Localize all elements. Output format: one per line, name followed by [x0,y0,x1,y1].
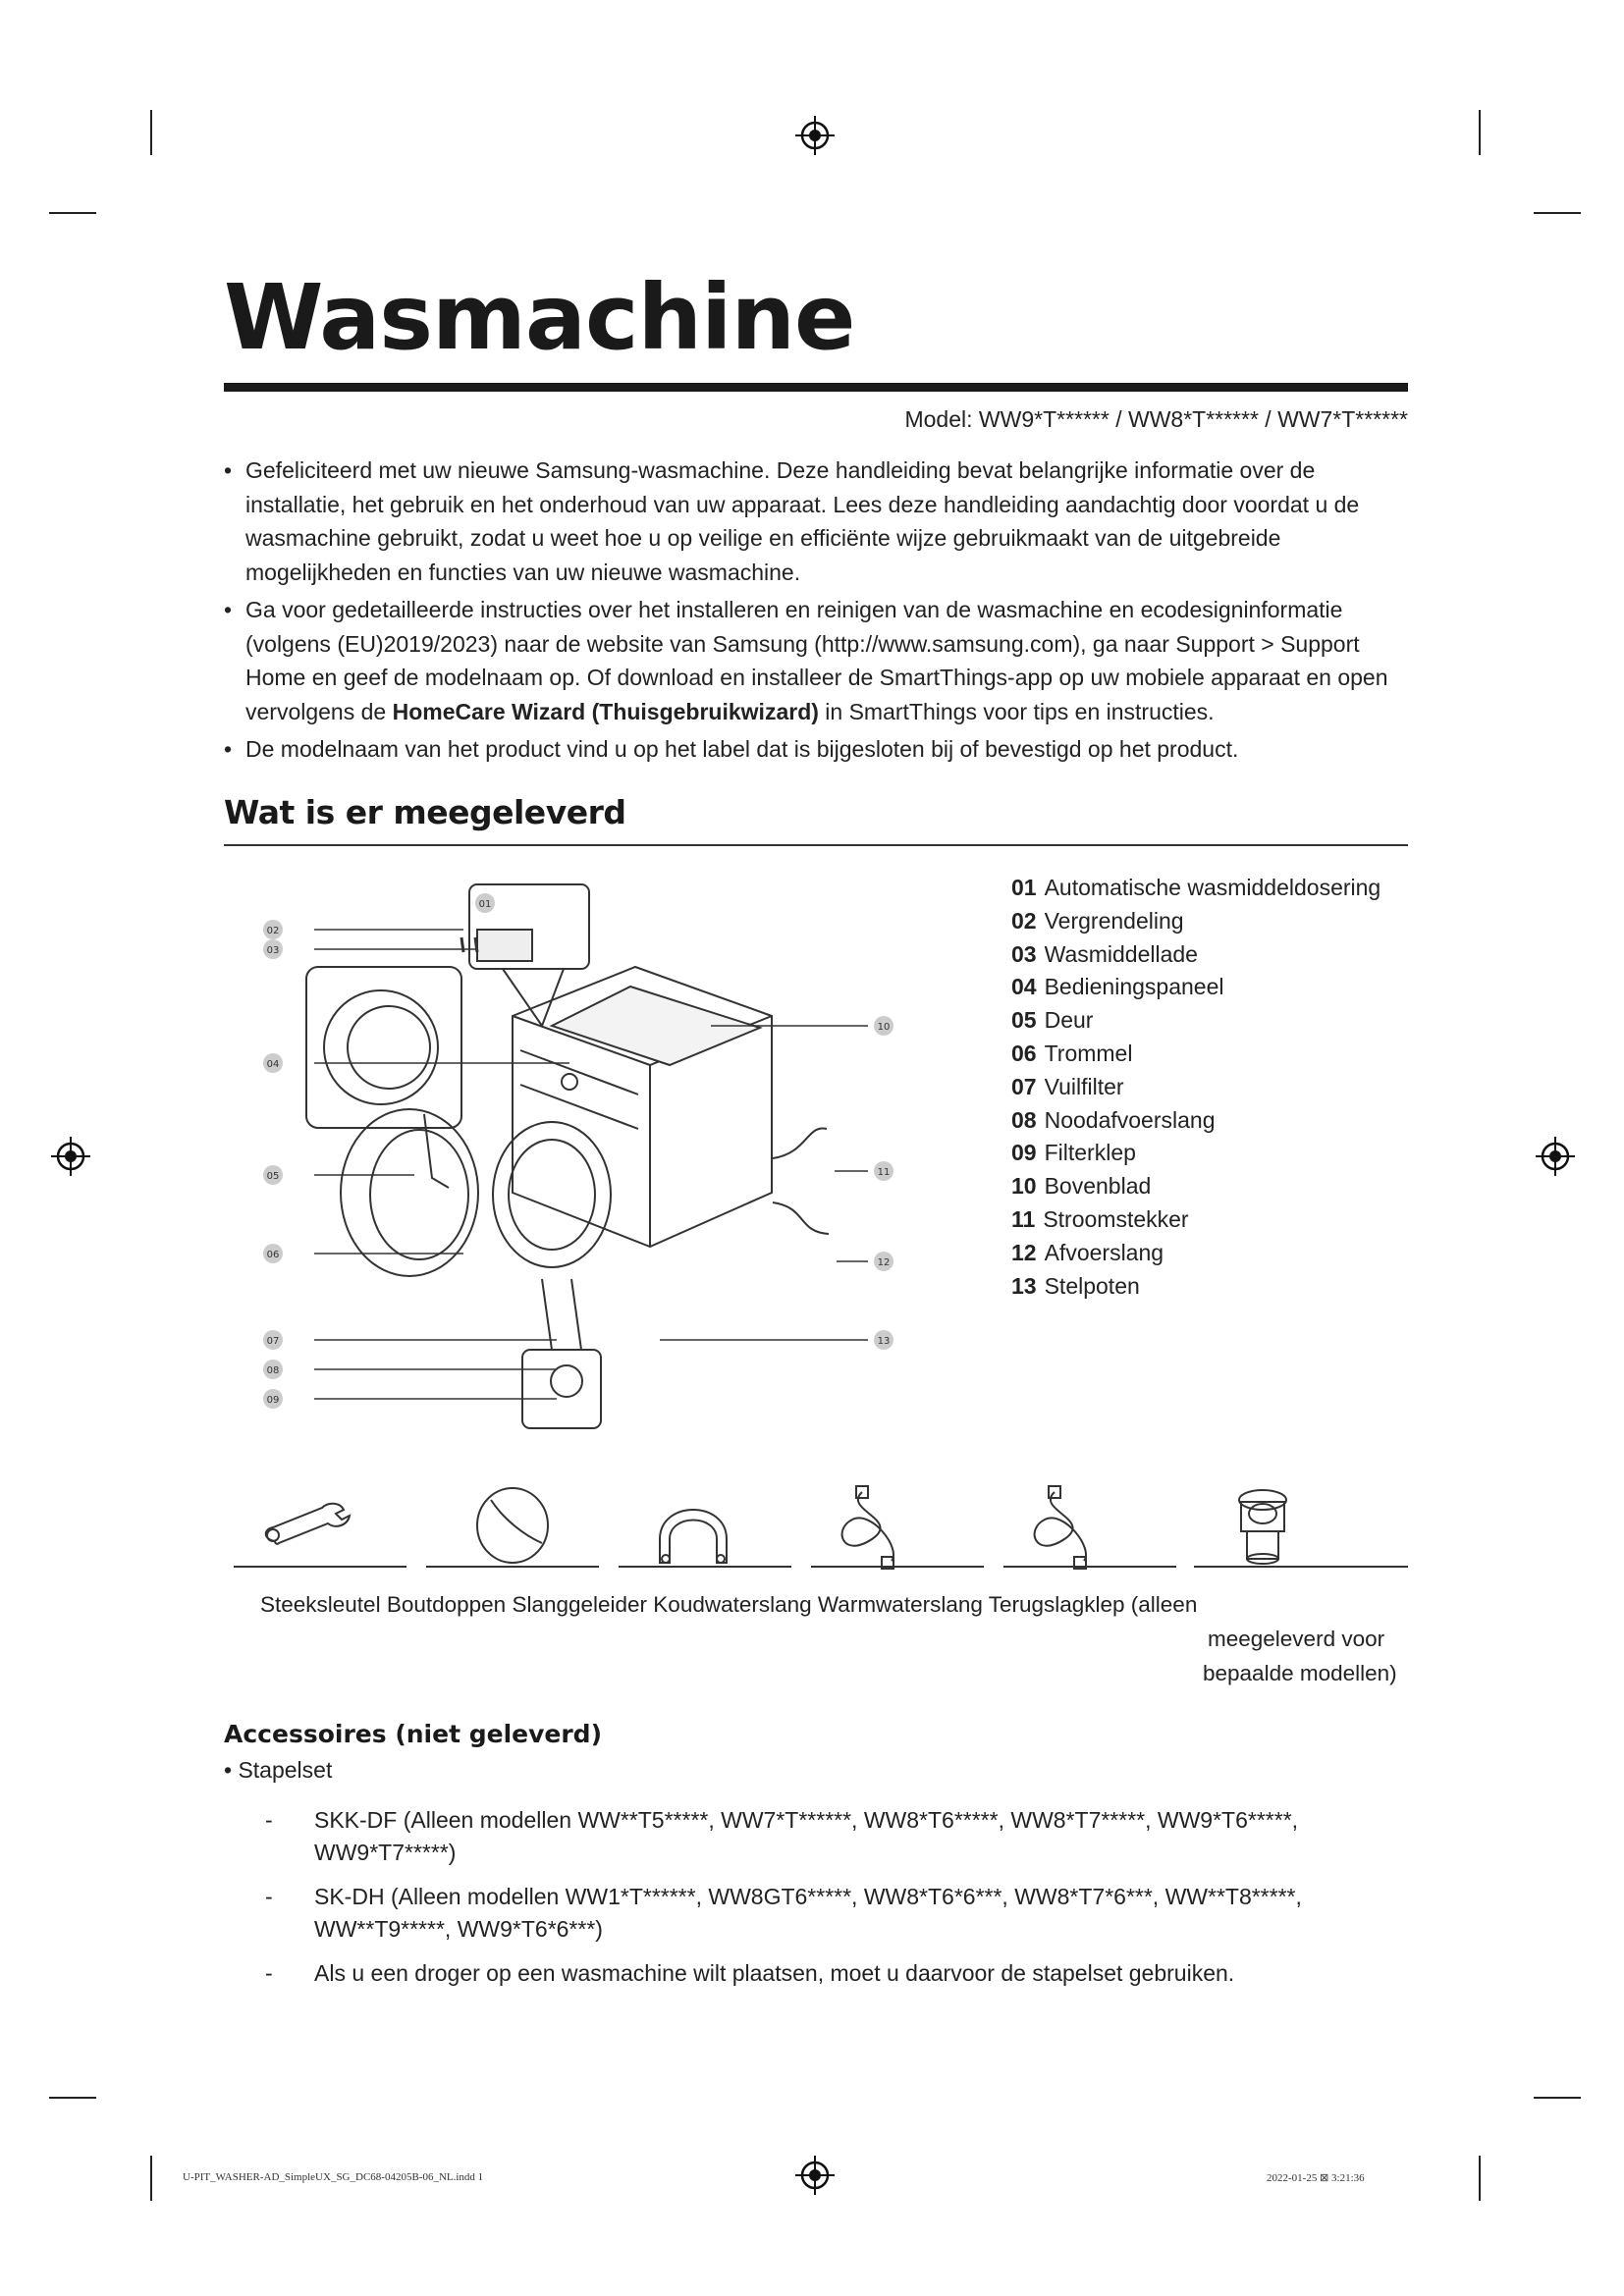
legend-item [1011,1170,1380,1203]
cold-hose-icon [842,1486,893,1569]
legend-label: Trommel [1044,1040,1133,1066]
intro-text: Gefeliciteerd met uw nieuwe Samsung-wasmachine. Deze handleiding bevat belangrijke informatie over de installatie, het gebruik en het onderhoud van uw apparaat. Lees deze handleiding aandachtig door voordat u de wasmachine gebruikt, zodat u weet hoe u op veilige en efficiënte wijze gebruikmaakt van de uitgebreide mogelijkheden en functies van uw nieuwe wasmachine. [245,457,1360,585]
svg-text:02: 02 [266,926,280,936]
legend-item [1011,1104,1380,1138]
footer-filename: U-PIT_WASHER-AD_SimpleUX_SG_DC68-04205B-06_NL.indd 1 [183,2171,484,2183]
legend-label: Wasmiddellade [1044,940,1198,967]
registration-mark-icon [1536,1137,1575,1176]
legend-item [1011,1237,1380,1270]
parts-legend [1011,872,1380,1303]
legend-number: 02 [1011,907,1037,934]
check-valve-icon [1239,1490,1286,1564]
bullet: • [224,736,233,762]
svg-text:03: 03 [266,945,280,956]
svg-text:08: 08 [266,1365,280,1376]
intro-text-part: in SmartThings voor tips en instructies. [818,698,1215,724]
title-rule [224,383,1408,392]
homecare-wizard-label: HomeCare Wizard (Thuisgebruikwizard) [392,698,819,724]
legend-item [1011,1071,1380,1104]
crop-mark [150,2156,152,2201]
bullet: • [224,457,233,483]
intro-text: De modelnaam van het product vind u op het label dat is bijgesloten bij of bevestigd op het product. [245,736,1239,762]
bullet: • [224,1757,239,1783]
spanner-icon [266,1504,350,1544]
legend-label: Deur [1044,1007,1094,1034]
svg-text:09: 09 [266,1395,280,1406]
intro-list [224,454,1402,771]
crop-mark [1534,212,1581,214]
section-rule [224,844,1408,846]
crop-mark [49,212,96,214]
intro-text [245,593,1402,728]
svg-text:11: 11 [877,1167,891,1178]
accessories-heading: Accessoires (niet geleverd) [224,1720,602,1748]
crop-mark [1479,2156,1481,2201]
svg-text:05: 05 [266,1171,280,1182]
legend-number: 09 [1011,1140,1037,1166]
legend-label: Bedieningspaneel [1044,974,1224,1000]
model-line: Model: WW9*T****** / WW8*T****** / WW7*T****** [904,406,1408,432]
list-item [265,1957,1355,1990]
legend-number: 04 [1011,974,1037,1000]
legend-item [1011,971,1380,1004]
hose-guide-icon [660,1510,727,1563]
bolt-cap-icon [477,1488,548,1563]
list-item [224,593,1402,728]
crop-mark [1534,2097,1581,2099]
legend-item [1011,1137,1380,1170]
legend-label: Noodafvoerslang [1044,1106,1216,1133]
legend-number: 05 [1011,1007,1037,1034]
warm-hose-icon [1035,1486,1086,1569]
dash: - [265,1960,273,1986]
list-item-text: Als u een droger op een wasmachine wilt plaatsen, moet u daarvoor de stapelset gebruiken. [314,1960,1235,1986]
svg-text:04: 04 [266,1059,280,1070]
legend-label: Vergrendeling [1044,907,1184,934]
accessories-caption-line3: bepaalde modellen) [1203,1661,1397,1685]
legend-item [1011,1038,1380,1071]
accessories-caption-line2: meegeleverd voor [1208,1627,1385,1651]
legend-item [1011,1004,1380,1038]
registration-mark-icon [795,116,835,155]
registration-mark-icon [51,1137,90,1176]
legend-number: 10 [1011,1173,1037,1200]
dash: - [265,1807,273,1833]
bullet: • [224,597,233,622]
legend-label: Stelpoten [1044,1272,1140,1299]
svg-text:06: 06 [266,1250,280,1260]
legend-number: 11 [1011,1205,1036,1232]
section-heading: Wat is er meegeleverd [224,793,626,831]
legend-label: Bovenblad [1044,1173,1152,1200]
svg-text:13: 13 [877,1336,891,1347]
list-item-text: SKK-DF (Alleen modellen WW**T5*****, WW7*T******, WW8*T6*****, WW8*T7*****, WW9*T6*****, WW9*T7*****) [314,1807,1299,1865]
legend-number: 07 [1011,1073,1037,1099]
svg-text:01: 01 [478,899,492,910]
legend-item [1011,872,1380,905]
legend-number: 03 [1011,940,1037,967]
list-item [265,1881,1355,1946]
svg-text:07: 07 [266,1336,280,1347]
legend-label: Vuilfilter [1044,1073,1124,1099]
legend-label: Automatische wasmiddeldosering [1044,875,1381,900]
accessories-caption: Steeksleutel Boutdoppen Slanggeleider Koudwaterslang Warmwaterslang Terugslagklep (alleen [260,1592,1198,1617]
footer-timestamp: 2022-01-25 ⊠ 3:21:36 [1267,2172,1365,2184]
list-item [265,1804,1355,1869]
svg-text:10: 10 [877,1022,891,1033]
legend-item [1011,938,1380,972]
legend-label: Afvoerslang [1044,1239,1164,1265]
svg-text:12: 12 [877,1257,891,1268]
crop-mark [49,2097,96,2099]
legend-number: 12 [1011,1239,1037,1265]
legend-number: 06 [1011,1040,1037,1066]
legend-label: Stroomstekker [1043,1205,1189,1232]
crop-mark [150,110,152,155]
legend-label: Filterklep [1044,1140,1136,1166]
registration-mark-icon [795,2156,835,2195]
legend-item [1011,1270,1380,1304]
page-title: Wasmachine [224,265,855,370]
legend-item [1011,905,1380,938]
washing-machine-diagram [257,879,925,1438]
legend-number: 01 [1011,875,1037,900]
stapelset-item [224,1757,332,1784]
intro-text-part: Ga voor gedetailleerde instructies over het installeren en reinigen van de wasmachine en ecodesigninformatie (volgens (EU)2019/2023) naar de website van Samsung (http://www.samsung.com), ga naar Support > Support Home en geef de modelnaam op. Of download en installeer de SmartThings-app op uw mobiele apparaat en open vervolgens de [245,597,1388,724]
legend-item [1011,1203,1380,1237]
dash: - [265,1884,273,1909]
stapelset-label: Stapelset [238,1757,333,1783]
list-item-text: SK-DH (Alleen modellen WW1*T******, WW8GT6*****, WW8*T6*6***, WW8*T7*6***, WW**T8*****, WW**T9*****, WW9*T6*6***) [314,1884,1302,1942]
list-item [224,454,1402,589]
legend-number: 08 [1011,1106,1037,1133]
legend-number: 13 [1011,1272,1037,1299]
crop-mark [1479,110,1481,155]
accessories-illustrations [234,1480,1408,1574]
stapelset-list [265,1804,1355,2002]
list-item [224,732,1402,767]
